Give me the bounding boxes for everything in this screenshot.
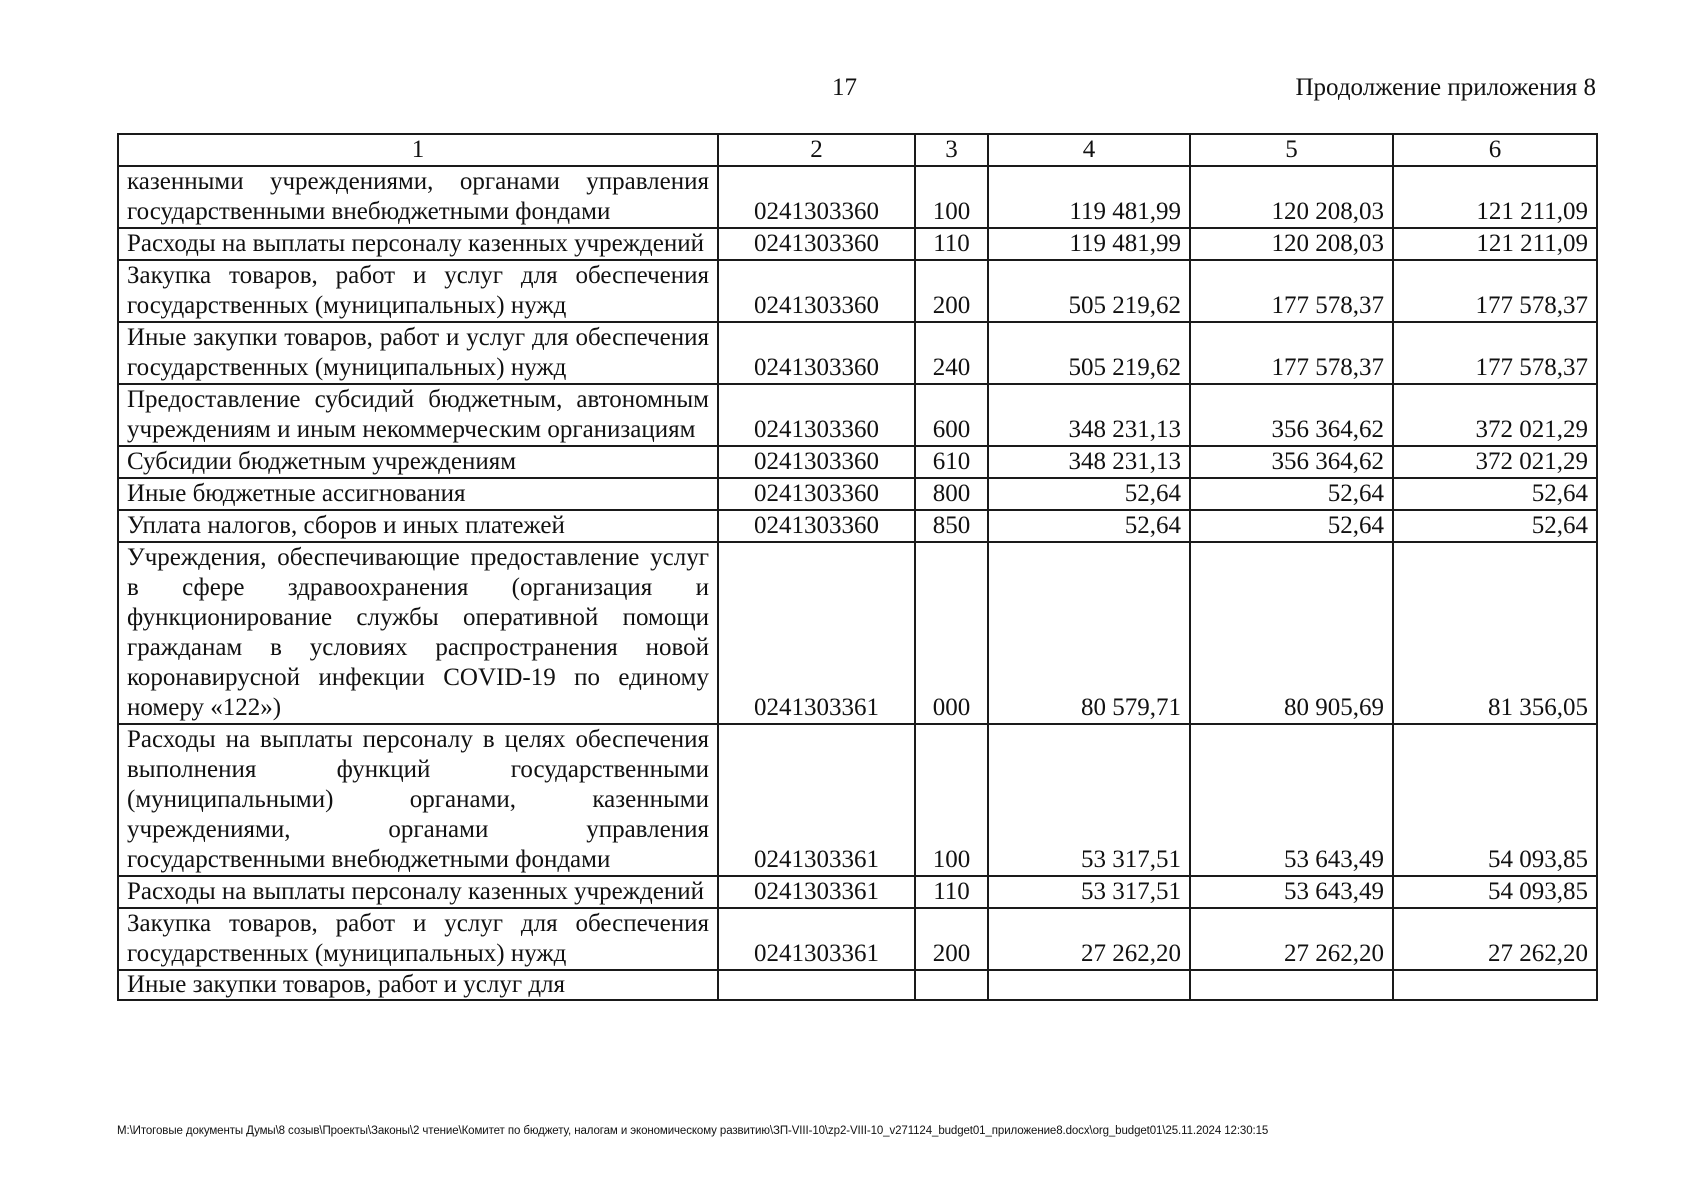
budget-table <box>117 133 1598 1001</box>
table-row <box>118 384 1597 446</box>
amount-col6: 54 093,85 <box>1393 876 1597 908</box>
expense-name: Расходы на выплаты персоналу в целях обеспечения выполнения функций государственными (муниципальными) органами, казенными учреждениями, органами управления государственными внебюджетными фондами <box>118 724 718 876</box>
amount-col5: 52,64 <box>1190 510 1393 542</box>
column-header: 1 <box>118 134 718 166</box>
amount-col4: 27 262,20 <box>988 908 1190 970</box>
amount-col5: 356 364,62 <box>1190 446 1393 478</box>
table-row <box>118 908 1597 970</box>
amount-col6: 372 021,29 <box>1393 446 1597 478</box>
table-row <box>118 876 1597 908</box>
expense-name: Закупка товаров, работ и услуг для обеспечения государственных (муниципальных) нужд <box>118 260 718 322</box>
amount-col6: 54 093,85 <box>1393 724 1597 876</box>
amount-col4: 53 317,51 <box>988 876 1190 908</box>
expense-name: Учреждения, обеспечивающие предоставление услуг в сфере здравоохранения (организация и функционирование службы оперативной помощи гражданам в условиях распространения новой коронавирусной инфекции COVID-19 по единому номеру «122») <box>118 542 718 724</box>
target-code: 0241303360 <box>718 322 915 384</box>
table-row <box>118 510 1597 542</box>
amount-col5 <box>1190 970 1393 1000</box>
table-row <box>118 260 1597 322</box>
expense-name: Иные закупки товаров, работ и услуг для обеспечения государственных (муниципальных) нужд <box>118 322 718 384</box>
amount-col4: 119 481,99 <box>988 228 1190 260</box>
appendix-continuation-label: Продолжение приложения 8 <box>1295 74 1596 101</box>
column-header: 3 <box>915 134 988 166</box>
amount-col5: 120 208,03 <box>1190 228 1393 260</box>
target-code: 0241303361 <box>718 876 915 908</box>
expense-type-code: 100 <box>915 166 988 228</box>
amount-col5: 120 208,03 <box>1190 166 1393 228</box>
amount-col4 <box>988 970 1190 1000</box>
amount-col5: 80 905,69 <box>1190 542 1393 724</box>
expense-name: казенными учреждениями, органами управления государственными внебюджетными фондами <box>118 166 718 228</box>
amount-col6: 121 211,09 <box>1393 166 1597 228</box>
amount-col5: 53 643,49 <box>1190 876 1393 908</box>
table-row <box>118 478 1597 510</box>
target-code: 0241303360 <box>718 228 915 260</box>
table-row <box>118 542 1597 724</box>
target-code: 0241303361 <box>718 908 915 970</box>
expense-name: Предоставление субсидий бюджетным, автономным учреждениям и иным некоммерческим организациям <box>118 384 718 446</box>
amount-col6: 121 211,09 <box>1393 228 1597 260</box>
amount-col5: 356 364,62 <box>1190 384 1393 446</box>
amount-col4: 505 219,62 <box>988 322 1190 384</box>
amount-col4: 53 317,51 <box>988 724 1190 876</box>
target-code: 0241303361 <box>718 542 915 724</box>
target-code: 0241303360 <box>718 384 915 446</box>
table-row <box>118 322 1597 384</box>
target-code <box>718 970 915 1000</box>
amount-col5: 177 578,37 <box>1190 322 1393 384</box>
target-code: 0241303360 <box>718 166 915 228</box>
page-number: 17 <box>832 74 857 101</box>
amount-col6: 27 262,20 <box>1393 908 1597 970</box>
amount-col6: 372 021,29 <box>1393 384 1597 446</box>
amount-col4: 348 231,13 <box>988 446 1190 478</box>
amount-col4: 348 231,13 <box>988 384 1190 446</box>
expense-type-code: 240 <box>915 322 988 384</box>
expense-name: Уплата налогов, сборов и иных платежей <box>118 510 718 542</box>
column-header: 4 <box>988 134 1190 166</box>
expense-type-code <box>915 970 988 1000</box>
amount-col6 <box>1393 970 1597 1000</box>
amount-col5: 53 643,49 <box>1190 724 1393 876</box>
target-code: 0241303360 <box>718 446 915 478</box>
expense-name: Иные закупки товаров, работ и услуг для <box>118 970 718 1000</box>
amount-col5: 27 262,20 <box>1190 908 1393 970</box>
amount-col6: 177 578,37 <box>1393 322 1597 384</box>
amount-col4: 119 481,99 <box>988 166 1190 228</box>
amount-col6: 177 578,37 <box>1393 260 1597 322</box>
expense-name: Расходы на выплаты персоналу казенных учреждений <box>118 228 718 260</box>
expense-name: Субсидии бюджетным учреждениям <box>118 446 718 478</box>
expense-type-code: 200 <box>915 908 988 970</box>
amount-col4: 52,64 <box>988 510 1190 542</box>
column-header: 6 <box>1393 134 1597 166</box>
amount-col4: 505 219,62 <box>988 260 1190 322</box>
expense-type-code: 100 <box>915 724 988 876</box>
target-code: 0241303360 <box>718 510 915 542</box>
amount-col6: 52,64 <box>1393 510 1597 542</box>
column-header: 2 <box>718 134 915 166</box>
expense-type-code: 000 <box>915 542 988 724</box>
table-row <box>118 166 1597 228</box>
document-file-path: M:\Итоговые документы Думы\8 созыв\Проекты\Законы\2 чтение\Комитет по бюджету, налогам и экономическому развитию\ЗП-VIII-10\zp2-VIII-10_v271124_budget01_приложение8.docx\org_budget01\25.11.2024 12:30:15 <box>117 1125 1269 1137</box>
expense-type-code: 110 <box>915 876 988 908</box>
expense-type-code: 850 <box>915 510 988 542</box>
expense-name: Иные бюджетные ассигнования <box>118 478 718 510</box>
amount-col4: 52,64 <box>988 478 1190 510</box>
expense-type-code: 610 <box>915 446 988 478</box>
expense-name: Закупка товаров, работ и услуг для обеспечения государственных (муниципальных) нужд <box>118 908 718 970</box>
target-code: 0241303361 <box>718 724 915 876</box>
expense-type-code: 800 <box>915 478 988 510</box>
table-row <box>118 446 1597 478</box>
amount-col6: 81 356,05 <box>1393 542 1597 724</box>
amount-col6: 52,64 <box>1393 478 1597 510</box>
table-row <box>118 228 1597 260</box>
table-row <box>118 970 1597 1000</box>
expense-type-code: 600 <box>915 384 988 446</box>
expense-name: Расходы на выплаты персоналу казенных учреждений <box>118 876 718 908</box>
amount-col5: 177 578,37 <box>1190 260 1393 322</box>
amount-col5: 52,64 <box>1190 478 1393 510</box>
amount-col4: 80 579,71 <box>988 542 1190 724</box>
column-header: 5 <box>1190 134 1393 166</box>
expense-type-code: 200 <box>915 260 988 322</box>
table-header-row <box>118 134 1597 166</box>
target-code: 0241303360 <box>718 478 915 510</box>
target-code: 0241303360 <box>718 260 915 322</box>
expense-type-code: 110 <box>915 228 988 260</box>
table-row <box>118 724 1597 876</box>
